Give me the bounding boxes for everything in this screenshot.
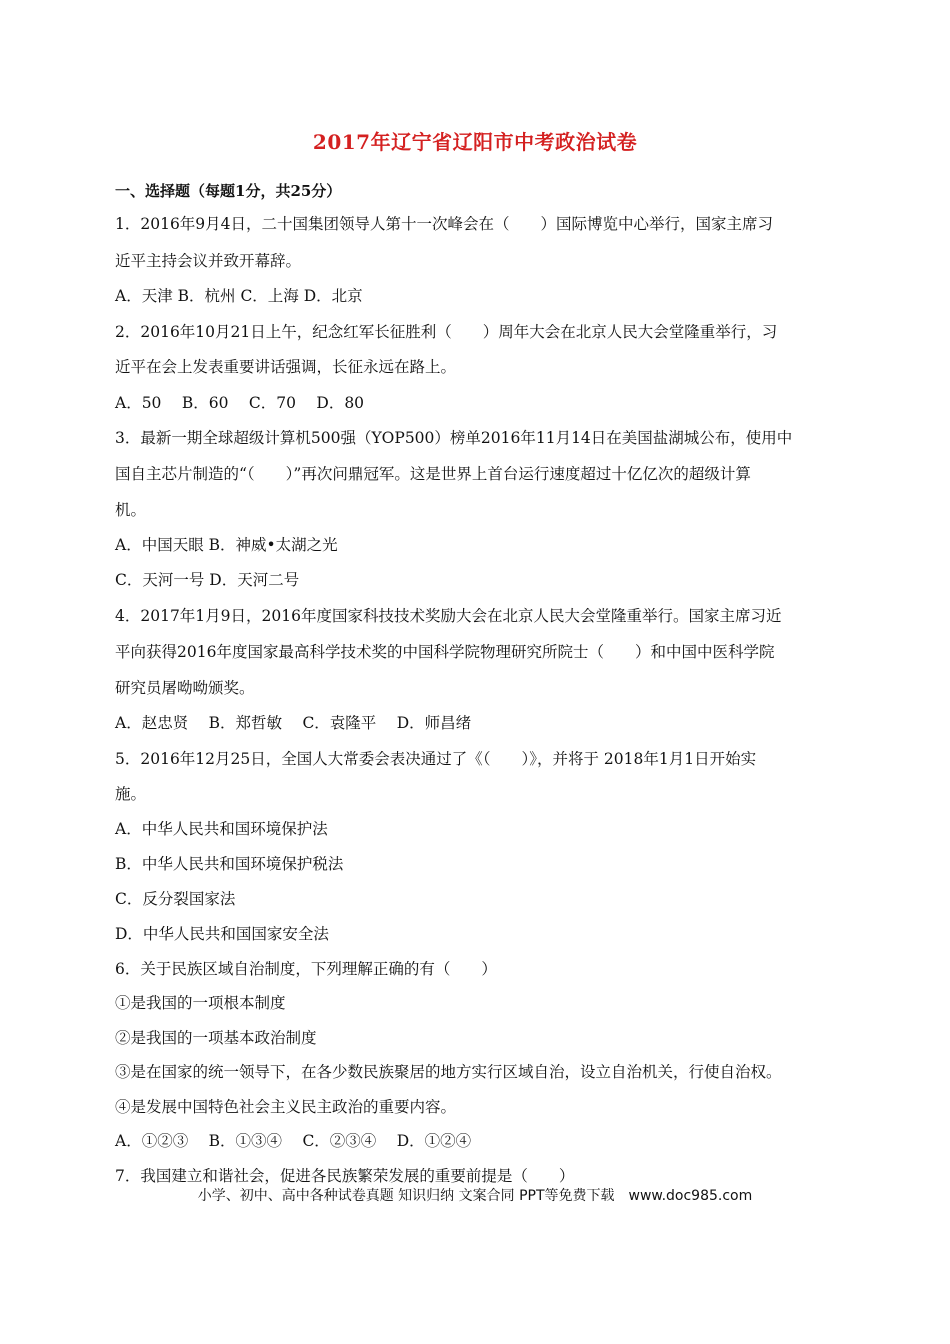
text-line: 平向获得2016年度国家最高科学技术奖的中国科学院物理研究所院士（ ）和中国中医科学院 [115,643,775,661]
text-line: 施。 [115,785,147,803]
text-line: 7．我国建立和谐社会，促进各民族繁荣发展的重要前提是（ ） [115,1167,575,1185]
page-title: 2017年辽宁省辽阳市中考政治试卷 [312,130,638,154]
text-line: 研究员屠呦呦颁奖。 [115,679,255,697]
text-line: 1．2016年9月4日，二十国集团领导人第十一次峰会在（ ）国际博览中心举行，国家主席习 [115,215,774,233]
statement-line: ②是我国的一项基本政治制度 [115,1029,317,1047]
statement-line: ①是我国的一项根本制度 [115,994,286,1012]
text-line: 机。 [115,501,147,519]
text-line: 近平主持会议并致开幕辞。 [115,252,302,270]
option-line: C．反分裂国家法 [115,890,236,908]
page-footer: 小学、初中、高中各种试卷真题 知识归纳 文案合同 PPT等免费下载 www.doc985.com [197,1188,753,1204]
text-line: 近平在会上发表重要讲话强调，长征永远在路上。 [115,358,457,376]
option-line: A．中国天眼 B．神威•太湖之光 [115,536,338,554]
statement-line: ④是发展中国特色社会主义民主政治的重要内容。 [115,1098,457,1116]
option-line: A．50 B．60 C．70 D．80 [115,394,365,412]
text-line: 3．最新一期全球超级计算机500强（YOP500）榜单2016年11月14日在美国盐湖城公布，使用中 [115,429,793,447]
option-line: A．中华人民共和国环境保护法 [115,820,328,838]
text-line: 国自主芯片制造的“（ ）”再次问鼎冠军。这是世界上首台运行速度超过十亿亿次的超级计算 [115,465,751,483]
option-line: A．赵忠贤 B．郑哲敏 C．袁隆平 D．师昌绪 [115,714,472,732]
text-line: 2．2016年10月21日上午，纪念红军长征胜利（ ）周年大会在北京人民大会堂隆重举行，习 [115,323,778,341]
statement-line: ③是在国家的统一领导下，在各少数民族聚居的地方实行区域自治，设立自治机关，行使自治权。 [115,1063,782,1081]
section-heading: 一、选择题（每题1分，共25分） [115,182,342,200]
option-line: A．天津 B．杭州 C．上海 D．北京 [115,287,363,305]
text-line: 6．关于民族区域自治制度，下列理解正确的有（ ） [115,960,497,978]
option-line: C．天河一号 D．天河二号 [115,571,300,589]
option-line: B．中华人民共和国环境保护税法 [115,855,344,873]
text-line: 5．2016年12月25日，全国人大常委会表决通过了《（ ）》，并将于 2018年1月1日开始实 [115,750,757,768]
option-line: A．①②③ B．①③④ C．②③④ D．①②④ [115,1132,472,1150]
text-line: 4．2017年1月9日，2016年度国家科技技术奖励大会在北京人民大会堂隆重举行。国家主席习近 [115,607,782,625]
option-line: D．中华人民共和国国家安全法 [115,925,329,943]
